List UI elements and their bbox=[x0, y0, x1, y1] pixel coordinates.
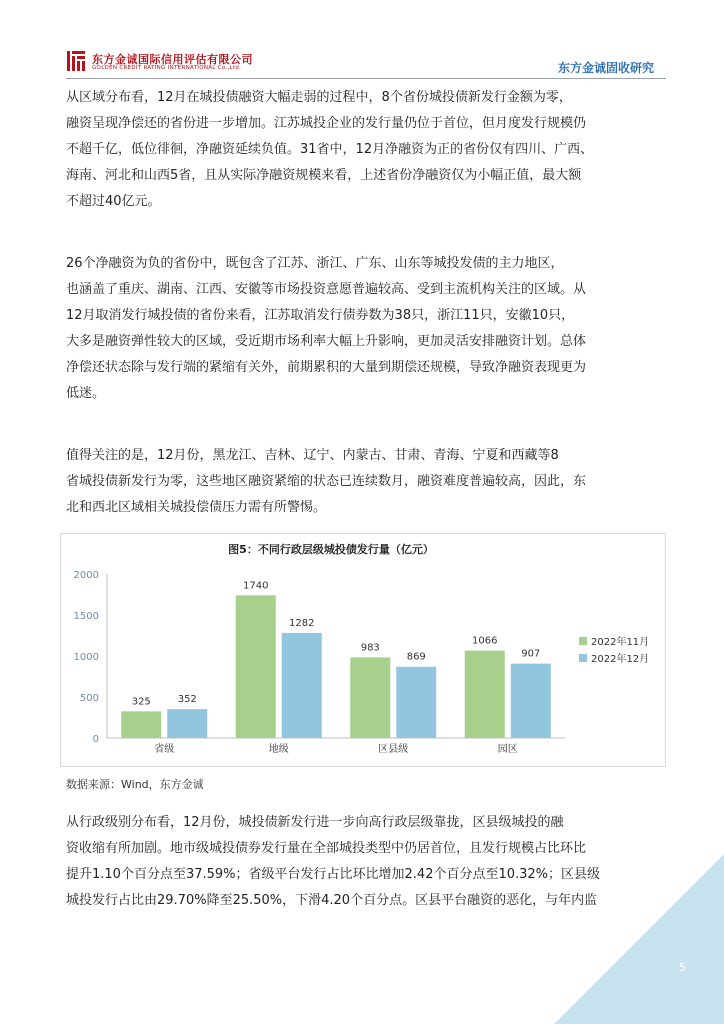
bar-value-label: 983 bbox=[360, 642, 380, 654]
bar bbox=[350, 657, 390, 738]
paragraph-line: 融资呈现净偿还的省份进一步增加。江苏城投企业的发行量仍位于首位，但月度发行规模仍 bbox=[66, 116, 587, 131]
bar bbox=[511, 664, 551, 738]
paragraph-line: 不超千亿，低位徘徊，净融资延续负值。31省中，12月净融资为正的省份仅有四川、广西、 bbox=[66, 142, 594, 157]
y-tick-label: 0 bbox=[92, 734, 99, 745]
company-logo-icon bbox=[66, 50, 86, 72]
bar bbox=[465, 651, 505, 738]
paragraph-line: 值得关注的是，12月份，黑龙江、吉林、辽宁、内蒙古、甘肃、青海、宁夏和西藏等8 bbox=[66, 448, 559, 463]
header-divider bbox=[66, 78, 666, 79]
bar bbox=[167, 709, 207, 738]
bar-chart bbox=[61, 534, 665, 766]
bar-value-label: 1066 bbox=[472, 635, 498, 647]
figure-5-chart bbox=[60, 533, 666, 767]
logo-company-name-en: GOLDEN CREDIT RATING INTERNATIONAL Co.,Ltd. bbox=[92, 65, 242, 71]
paragraph-line: 省城投债新发行为零，这些地区融资紧缩的状态已连续数月，融资难度普遍较高，因此，东 bbox=[66, 474, 587, 489]
bar-value-label: 869 bbox=[406, 651, 426, 663]
y-tick-label: 1000 bbox=[73, 652, 99, 663]
legend-label: 2022年11月 bbox=[591, 637, 650, 648]
header-title: 东方金诚固收研究 bbox=[557, 61, 654, 75]
page-header bbox=[66, 48, 666, 78]
paragraph-northeast-northwest bbox=[66, 443, 660, 521]
x-tick-label: 区县级 bbox=[378, 744, 409, 755]
paragraph-line: 从行政级别分布看，12月份，城投债新发行进一步向高行政层级靠拢，区县级城投的融 bbox=[66, 815, 564, 830]
paragraph-line: 12月取消发行城投债的省份来看，江苏取消发行债券数为38只，浙江11只，安徽10只， bbox=[66, 308, 575, 323]
logo-company-name-cn: 东方金诚国际信用评估有限公司 bbox=[92, 53, 253, 66]
data-source: 数据来源：Wind，东方金诚 bbox=[66, 778, 204, 791]
paragraph-line: 26个净融资为负的省份中，既包含了江苏、浙江、广东、山东等城投发债的主力地区， bbox=[66, 256, 564, 271]
legend-swatch bbox=[579, 654, 587, 662]
y-tick-label: 500 bbox=[79, 693, 99, 704]
page-number: 5 bbox=[679, 961, 686, 974]
legend-swatch bbox=[579, 637, 587, 645]
paragraph-line: 不超过40亿元。 bbox=[66, 194, 161, 209]
y-tick-label: 1500 bbox=[73, 611, 99, 622]
bar-value-label: 325 bbox=[131, 696, 151, 708]
paragraph-line: 资收缩有所加剧。地市级城投债券发行量在全部城投类型中仍居首位，且发行规模占比环比 bbox=[66, 841, 587, 856]
paragraph-line: 也涵盖了重庆、湖南、江西、安徽等市场投资意愿普遍较高、受到主流机构关注的区域。从 bbox=[66, 282, 587, 297]
legend-label: 2022年12月 bbox=[591, 654, 650, 665]
paragraph-line: 大多是融资弹性较大的区域，受近期市场利率大幅上升影响，更加灵活安排融资计划。总体 bbox=[66, 334, 587, 349]
paragraph-line: 从区域分布看，12月在城投债融资大幅走弱的过程中，8个省份城投债新发行金额为零， bbox=[66, 90, 572, 105]
corner-decoration bbox=[554, 854, 724, 1024]
paragraph-line: 北和西北区域相关城投偿债压力需有所警惕。 bbox=[66, 500, 327, 515]
bar-value-label: 352 bbox=[177, 694, 197, 706]
x-tick-label: 省级 bbox=[154, 744, 175, 755]
paragraph-line: 城投发行占比由29.70%降至25.50%，下滑4.20个百分点。区县平台融资的恶化，与年内监 bbox=[66, 893, 598, 908]
paragraph-negative-net-financing bbox=[66, 251, 660, 407]
chart-title: 图5：不同行政层级城投债发行量（亿元） bbox=[228, 543, 434, 556]
x-tick-label: 地级 bbox=[268, 744, 289, 755]
y-tick-label: 2000 bbox=[73, 570, 99, 581]
bar-value-label: 1740 bbox=[243, 580, 269, 592]
paragraph-line: 净偿还状态除与发行端的紧缩有关外，前期累积的大量到期偿还规模，导致净融资表现更为 bbox=[66, 360, 587, 375]
paragraph-line: 提升1.10个百分点至37.59%；省级平台发行占比环比增加2.42个百分点至10.32%；区县级 bbox=[66, 867, 601, 882]
paragraph-regional-distribution bbox=[66, 85, 660, 215]
paragraph-line: 低迷。 bbox=[66, 386, 106, 401]
paragraph-line: 海南、河北和山西5省，且从实际净融资规模来看，上述省份净融资仅为小幅正值，最大额 bbox=[66, 168, 582, 183]
bar-value-label: 907 bbox=[521, 648, 541, 660]
bar bbox=[236, 595, 276, 738]
bar bbox=[121, 711, 161, 738]
bar-value-label: 1282 bbox=[289, 617, 315, 629]
bar bbox=[282, 633, 322, 738]
x-tick-label: 园区 bbox=[497, 744, 518, 755]
bar bbox=[396, 667, 436, 738]
